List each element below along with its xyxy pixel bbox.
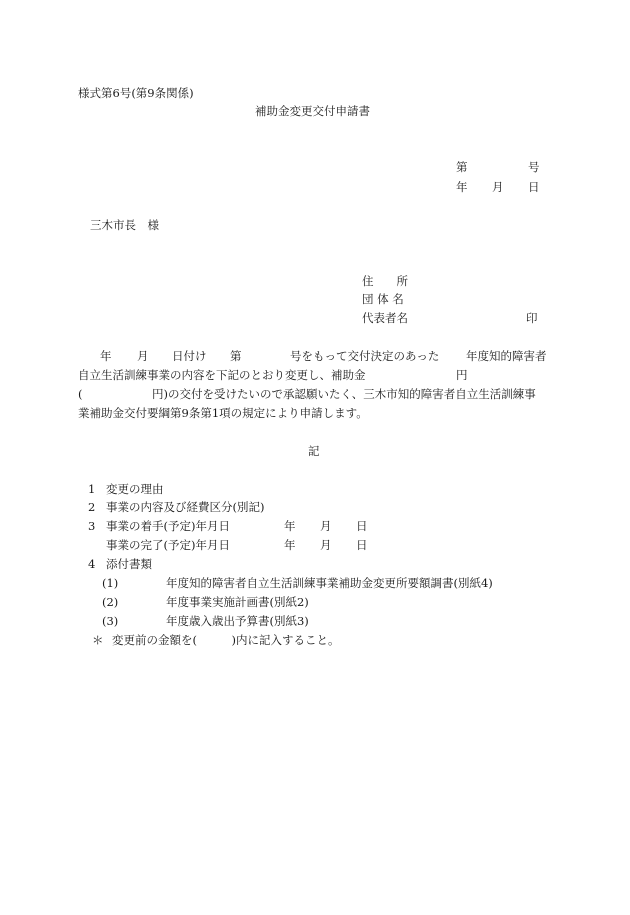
item3-end-day: 日 — [356, 538, 368, 552]
body-l2-yen: 円 — [456, 368, 468, 382]
item1-num: 1 — [88, 482, 96, 496]
attachment-1-num: (1) — [102, 576, 119, 590]
body-l3-text: 円)の交付を受けたいので承認願いたく、三木市知的障害者自立生活訓練事 — [152, 387, 536, 401]
note-asterisk: ＊ — [92, 633, 104, 647]
body-l3-open: ( — [78, 387, 83, 401]
doc-number-dai: 第 — [456, 160, 468, 174]
item4-num: 4 — [88, 557, 96, 571]
item3-num: 3 — [88, 519, 96, 533]
doc-date-month: 月 — [492, 180, 504, 194]
doc-date-year: 年 — [456, 180, 468, 194]
document-title: 補助金変更交付申請書 — [255, 104, 370, 118]
body-l1-month: 月 — [137, 349, 149, 363]
address-label: 住 所 — [362, 274, 408, 288]
attachment-2-text: 年度事業実施計画書(別紙2) — [166, 595, 309, 609]
body-l2-text: 自立生活訓練事業の内容を下記のとおり変更し、補助金 — [78, 368, 366, 382]
item2-label: 事業の内容及び経費区分(別記) — [106, 500, 265, 514]
body-l1-year: 年 — [100, 349, 112, 363]
org-name-label: 団 体 名 — [362, 292, 404, 306]
body-l1-dated: 日付け — [172, 349, 207, 363]
item3-start-month: 月 — [320, 519, 332, 533]
item2-num: 2 — [88, 500, 96, 514]
body-l4-text: 業補助金交付要綱第9条第1項の規定により申請します。 — [78, 406, 368, 420]
addressee: 三木市長 様 — [90, 218, 159, 232]
attachment-3-text: 年度歳入歳出予算書(別紙3) — [166, 614, 309, 628]
item3-start-year: 年 — [284, 519, 296, 533]
body-l1-text: 号をもって交付決定のあった — [290, 349, 440, 363]
doc-number-go: 号 — [528, 160, 540, 174]
attachment-3-num: (3) — [102, 614, 119, 628]
ki-heading: 記 — [308, 444, 320, 458]
item3-end-label: 事業の完了(予定)年月日 — [106, 538, 230, 552]
representative-label: 代表者名 — [362, 311, 408, 325]
attachment-1-text: 年度知的障害者自立生活訓練事業補助金変更所要額調書(別紙4) — [166, 576, 493, 590]
body-l1-tail: 年度知的障害者 — [466, 349, 547, 363]
item4-label: 添付書類 — [106, 557, 152, 571]
body-l1-dai: 第 — [230, 349, 242, 363]
note-text: 変更前の金額を( )内に記入すること。 — [112, 633, 340, 647]
item3-end-year: 年 — [284, 538, 296, 552]
item3-start-label: 事業の着手(予定)年月日 — [106, 519, 230, 533]
item1-label: 変更の理由 — [106, 482, 164, 496]
item3-end-month: 月 — [320, 538, 332, 552]
seal-mark: 印 — [526, 311, 538, 325]
form-number: 様式第6号(第9条関係) — [78, 86, 194, 100]
doc-date-day: 日 — [528, 180, 540, 194]
attachment-2-num: (2) — [102, 595, 119, 609]
item3-start-day: 日 — [356, 519, 368, 533]
